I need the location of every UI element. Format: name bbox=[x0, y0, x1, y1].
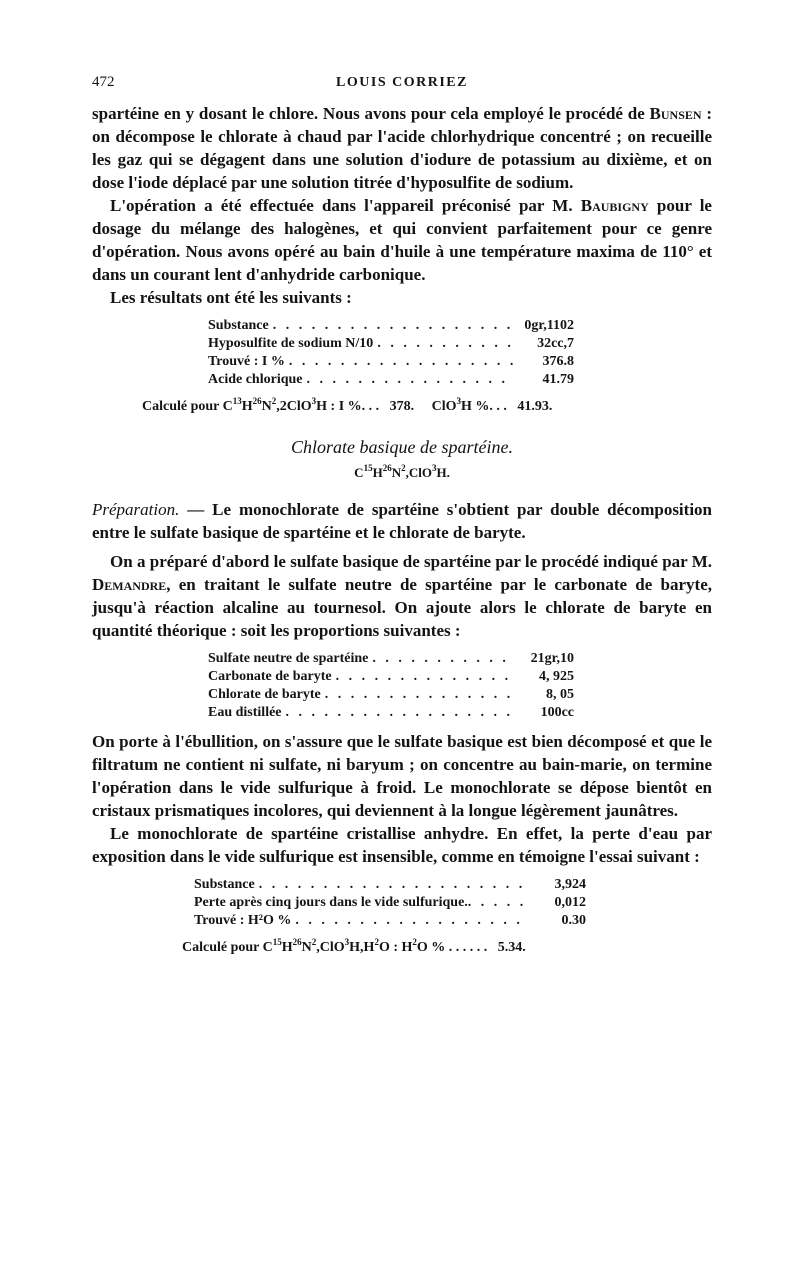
table-row bbox=[208, 650, 574, 668]
paragraph-5 bbox=[92, 550, 712, 642]
row-value: 100cc bbox=[540, 705, 574, 720]
calc-text: O % . . . . . . 5.34. bbox=[416, 940, 526, 955]
section-formula bbox=[92, 461, 712, 484]
leader-dots bbox=[286, 704, 514, 722]
row-value: 0.30 bbox=[561, 913, 586, 928]
row-value: 21gr,10 bbox=[530, 651, 574, 666]
paragraph-1 bbox=[92, 102, 712, 194]
subscript: 26 bbox=[382, 463, 392, 473]
table-row bbox=[208, 371, 574, 389]
paragraph-7: Le monochlorate de spartéine cristallise anhydre. En effet, la perte d'eau par exposition dans le vide sulfurique est insensible, comme en témoigne l'essai suivant : bbox=[92, 824, 712, 866]
leader-dots bbox=[336, 668, 514, 686]
row-label: Substance bbox=[194, 877, 255, 892]
formula-text: N bbox=[391, 465, 402, 480]
paragraph-2-text-a: L'opération a été effectuée dans l'appareil préconisé par M. bbox=[110, 196, 581, 215]
paragraph-4-text: — Le monochlorate de spartéine s'obtient par double décomposition entre le sulfate basique de spartéine et le chlorate de baryte. bbox=[92, 500, 712, 542]
page-number: 472 bbox=[92, 74, 115, 90]
leader-dots bbox=[259, 876, 526, 894]
page-header bbox=[92, 74, 712, 96]
formula-text: C bbox=[354, 465, 364, 480]
subscript: 2 bbox=[311, 937, 317, 947]
table-row bbox=[194, 912, 586, 930]
proportions-table bbox=[208, 650, 574, 722]
paragraph-5-text-a: On a préparé d'abord le sulfate basique de spartéine par le procédé indiqué par M. bbox=[110, 552, 712, 571]
row-label: Trouvé : I % bbox=[208, 354, 285, 369]
formula-text: ,ClO bbox=[405, 465, 432, 480]
paragraph-4 bbox=[92, 498, 712, 544]
calc-text: O : H bbox=[378, 940, 413, 955]
body-text bbox=[92, 102, 712, 967]
row-label: Trouvé : H²O % bbox=[194, 913, 292, 928]
calc-text: ,ClO bbox=[316, 940, 345, 955]
subscript: 26 bbox=[252, 396, 262, 406]
row-value: 4, 925 bbox=[539, 669, 574, 684]
running-title: LOUIS CORRIEZ bbox=[336, 75, 468, 90]
author-name-bunsen: Bunsen bbox=[649, 104, 702, 123]
row-value: 41.79 bbox=[542, 372, 574, 387]
row-value: 32cc,7 bbox=[537, 336, 574, 351]
subscript: 15 bbox=[363, 463, 373, 473]
subscript: 3 bbox=[431, 463, 437, 473]
table-row bbox=[208, 335, 574, 353]
table-row bbox=[208, 704, 574, 722]
leader-dots bbox=[372, 650, 514, 668]
paragraph-1-text-a: spartéine en y dosant le chlore. Nous avons pour cela employé le procédé de bbox=[92, 104, 650, 123]
subscript: 3 bbox=[344, 937, 350, 947]
calc-text: H,H bbox=[349, 940, 375, 955]
paragraph-5-text-b: , en traitant le sulfate neutre de spartéine par le carbonate de baryte, jusqu'à réaction alcaline au tournesol. On ajoute alors le chlorate de baryte en quantité théorique : soit les proportions suivantes : bbox=[92, 575, 712, 640]
subscript: 2 bbox=[412, 937, 417, 947]
formula-text: H bbox=[372, 465, 383, 480]
table-row bbox=[208, 317, 574, 335]
section-title: Chlorate basique de spartéine. bbox=[291, 437, 513, 457]
leader-dots bbox=[325, 686, 514, 704]
subscript: 2 bbox=[401, 463, 406, 473]
table-row bbox=[194, 894, 586, 912]
calculated-line-2 bbox=[182, 936, 712, 959]
row-value: 3,924 bbox=[554, 877, 586, 892]
row-value: 8, 05 bbox=[546, 687, 574, 702]
results-table bbox=[208, 317, 574, 389]
leader-dots bbox=[289, 353, 514, 371]
calc-text: H bbox=[281, 940, 293, 955]
paragraph-1-text-b: : on décompose le chlorate à chaud par l'acide chlorhydrique concentré ; on recueille les gaz qui se dégagent dans une solution d'iodure de potassium au dixième, et on dose l'iode déplacé par une solution titrée d'hyposulfite de sodium. bbox=[92, 104, 712, 192]
subscript: 13 bbox=[232, 396, 242, 406]
leader-dots bbox=[295, 912, 526, 930]
table-row bbox=[208, 668, 574, 686]
row-label: Acide chlorique bbox=[208, 372, 303, 387]
calc-text: N bbox=[301, 940, 312, 955]
row-value: 0,012 bbox=[554, 895, 586, 910]
author-name-baubigny: Baubigny bbox=[580, 196, 649, 215]
calc-text: ,2ClO bbox=[276, 399, 312, 414]
row-label: Eau distillée bbox=[208, 705, 282, 720]
calc-text: H %. . . 41.93. bbox=[461, 399, 553, 414]
table-row bbox=[208, 686, 574, 704]
subscript: 3 bbox=[311, 396, 317, 406]
water-loss-table bbox=[194, 876, 586, 930]
leader-dots bbox=[273, 317, 514, 335]
row-label: Carbonate de baryte bbox=[208, 669, 332, 684]
paragraph-4-lead: Préparation. bbox=[92, 500, 180, 519]
row-value: 376.8 bbox=[542, 354, 574, 369]
row-label: Sulfate neutre de spartéine bbox=[208, 651, 369, 666]
author-name-demandre: Demandre bbox=[92, 575, 167, 594]
row-label: Perte après cinq jours dans le vide sulfurique. bbox=[194, 895, 468, 910]
leader-dots bbox=[307, 371, 515, 389]
subscript: 2 bbox=[271, 396, 277, 406]
formula-text: H. bbox=[436, 465, 450, 480]
subscript: 26 bbox=[292, 937, 302, 947]
calc-text: Calculé pour C bbox=[142, 399, 233, 414]
table-row bbox=[194, 876, 586, 894]
row-label: Hyposulfite de sodium N/10 bbox=[208, 336, 374, 351]
row-value: 0gr,1102 bbox=[524, 318, 574, 333]
calc-text: N bbox=[261, 399, 272, 414]
row-label: Substance bbox=[208, 318, 269, 333]
subscript: 3 bbox=[456, 396, 462, 406]
calc-text: Calculé pour C bbox=[182, 940, 273, 955]
leader-dots bbox=[377, 335, 514, 353]
leader-dots bbox=[468, 894, 530, 912]
calc-text: H bbox=[241, 399, 253, 414]
paragraph-3: Les résultats ont été les suivants : bbox=[110, 288, 352, 307]
paragraph-6: On porte à l'ébullition, on s'assure que le sulfate basique est bien décomposé et que le filtratum ne contient ni sulfate, ni baryum ; on concentre au bain-marie, on termine l'opération dans le vide sulfurique à froid. Le monochlorate se dépose bientôt en cristaux prismatiques incolores, qui deviennent à la longue légèrement jaunâtres. bbox=[92, 732, 712, 820]
calculated-line-1 bbox=[142, 395, 712, 418]
subscript: 2 bbox=[374, 937, 379, 947]
subscript: 15 bbox=[272, 937, 282, 947]
paragraph-2 bbox=[92, 194, 712, 286]
paragraph-2-text-b: pour le dosage du mélange des halogènes, et qui convient parfaitement pour ce genre d'opération. Nous avons opéré au bain d'huile à une température maxima de 110° et dans un courant lent d'anhydride carbonique. bbox=[92, 196, 712, 284]
row-label: Chlorate de baryte bbox=[208, 687, 321, 702]
calc-text: H : I %. . . 378. ClO bbox=[316, 399, 457, 414]
table-row bbox=[208, 353, 574, 371]
